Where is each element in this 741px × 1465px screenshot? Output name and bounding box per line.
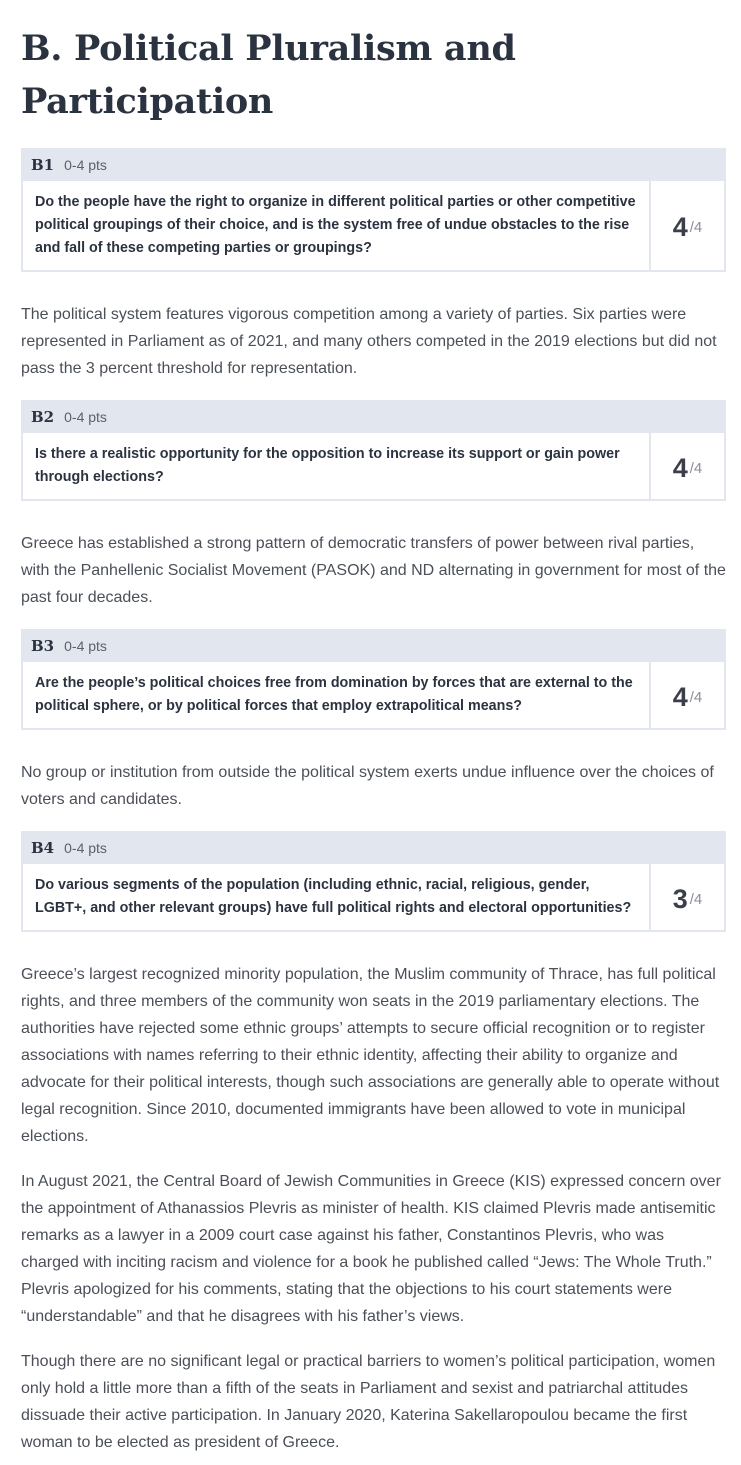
score-separator: /: [689, 890, 694, 908]
question-body: [21, 864, 726, 932]
answer-paragraph: No group or institution from outside the political system exerts undue influence over the choices of voters and candidates.: [21, 764, 714, 808]
question-body: [21, 433, 726, 501]
score-value: 3: [672, 883, 688, 914]
score-separator: /: [689, 688, 694, 706]
question-code: B3: [31, 636, 55, 655]
question-header: [21, 400, 726, 433]
answer-paragraph: The political system features vigorous competition among a variety of parties. Six parties were represented in Parliament as of 2021, and many others competed in the 2019 elections but did not pass the 3 percent threshold for representation.: [21, 306, 717, 377]
question-card-b1: [21, 148, 726, 272]
question-score: [649, 181, 724, 270]
score-max: 4: [693, 688, 703, 706]
answer-paragraph: Greece’s largest recognized minority population, the Muslim community of Thrace, has full political rights, and three members of the community won seats in the 2019 parliamentary elections. The authorities have rejected some ethnic groups’ attempts to secure official recognition or to register associations with names referring to their ethnic identity, affecting their ability to organize and advocate for their political interests, though such associations are generally able to operate without legal recognition. Since 2010, documented immigrants have been allowed to vote in municipal elections.: [21, 966, 720, 1145]
question-text: Are the people’s political choices free from domination by forces that are external to the political sphere, or by political forces that employ extrapolitical means?: [35, 675, 633, 714]
score-value: 4: [672, 681, 688, 712]
score-value: 4: [672, 212, 688, 242]
question-header: [21, 148, 726, 181]
question-score: [649, 864, 724, 930]
score-separator: /: [689, 459, 694, 477]
question-points: 0-4 pts: [64, 156, 107, 173]
answer-paragraph: Though there are no significant legal or practical barriers to women’s political participation, women only hold a little more than a fifth of the seats in Parliament and sexist and patriarchal attitudes dissuade their active participation. In January 2020, Katerina Sakellaropoulou became the first woman to be elected as president of Greece.: [21, 1353, 716, 1451]
score-max: 4: [693, 219, 703, 236]
question-text: Do various segments of the population (including ethnic, racial, religious, gender, LGBT+, and other relevant groups) have full political rights and electoral opportunities?: [35, 877, 632, 916]
question-text: Do the people have the right to organize in different political parties or other competitive political groupings of their choice, and is the system free of undue obstacles to the rise and fall of these competing parties or groupings?: [35, 194, 636, 256]
question-card-b4: [21, 831, 726, 932]
question-text: Is there a realistic opportunity for the opposition to increase its support or gain power through elections?: [35, 446, 620, 485]
question-points: 0-4 pts: [64, 408, 107, 425]
question-score: [649, 662, 724, 728]
question-card-b3: [21, 629, 726, 730]
score-max: 4: [693, 890, 703, 908]
question-code: B4: [31, 838, 55, 857]
question-header: [21, 629, 726, 662]
question-card-b2: [21, 400, 726, 501]
question-points: 0-4 pts: [64, 839, 107, 856]
score-separator: /: [689, 219, 694, 236]
question-body: [21, 181, 726, 272]
score-value: 4: [672, 452, 688, 483]
question-code: B1: [31, 155, 55, 174]
answer-paragraph: In August 2021, the Central Board of Jewish Communities in Greece (KIS) expressed concern over the appointment of Athanassios Plevris as minister of health. KIS claimed Plevris made antisemitic remarks as a lawyer in a 2009 court case against his father, Constantinos Plevris, who was charged with inciting racism and violence for a book he published called “Jews: The Whole Truth.” Plevris apologized for his comments, stating that the objections to his court statements were “understandable” and that he disagrees with his father’s views.: [21, 1173, 721, 1325]
answer-paragraph: Greece has established a strong pattern of democratic transfers of power between rival parties, with the Panhellenic Socialist Movement (PASOK) and ND alternating in government for most of the past four decades.: [21, 535, 726, 606]
question-score: [649, 433, 724, 499]
question-points: 0-4 pts: [64, 637, 107, 654]
question-code: B2: [31, 407, 55, 426]
question-body: [21, 662, 726, 730]
score-max: 4: [693, 459, 703, 477]
question-header: [21, 831, 726, 864]
section-title: B. Political Pluralism and Participation: [21, 28, 516, 122]
